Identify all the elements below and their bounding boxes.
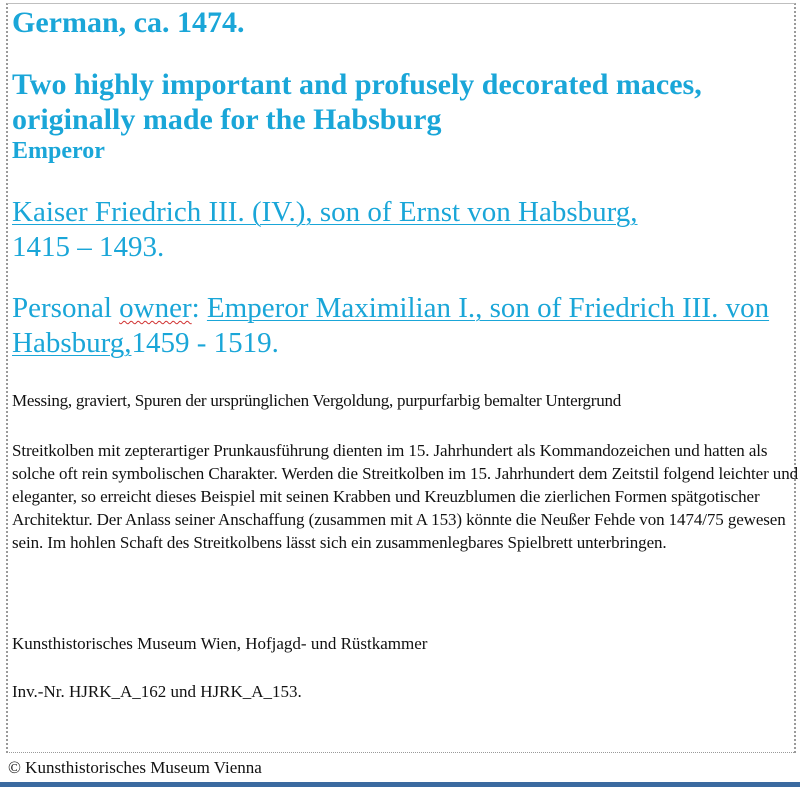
title-tail: Emperor [12, 138, 105, 164]
copyright-credit: © Kunsthistorisches Museum Vienna [8, 758, 262, 777]
kaiser-line [12, 195, 796, 265]
description-paragraph: Streitkolben mit zepterartiger Prunkausführung dienten im 15. Jahrhundert als Kommandozeichen und hatten als solche oft rein symbolischen Charakter. Werden die Streitkolben im 15. Jahrhundert dem Zeitstil folgend leichter und eleganter, so erreicht dieses Beispiel mit seinen Krabben und Kreuzblumen die zierlichen Formen spätgotischer Architektur. Der Anlass seiner Anschaffung (zusammen mit A 153) könnte die Neußer Fehde von 1474/75 gewesen sein. Im hohlen Schaft des Streitkolbens lässt sich ein zusammenlegbares Spielbrett unterbringen. [12, 441, 798, 552]
title-main: Two highly important and profusely decorated maces, originally made for the Habsburg [12, 68, 702, 136]
kaiser-name-link[interactable]: Kaiser Friedrich III. (IV.), son of Ernst von Habsburg, [12, 196, 638, 228]
materials-paragraph: Messing, graviert, Spuren der ursprünglichen Vergoldung, purpurfarbig bemalter Untergrund [12, 391, 621, 410]
owner-label-colon: : [191, 292, 200, 324]
museum-paragraph: Kunsthistorisches Museum Wien, Hofjagd- und Rüstkammer [12, 634, 428, 653]
date-heading: German, ca. 1474. [12, 6, 245, 39]
owner-label-word2: owner [119, 292, 192, 324]
footer-rule [0, 782, 800, 787]
owner-dates: 1459 - 1519. [131, 327, 279, 359]
owner-line [12, 291, 796, 361]
title-heading [12, 67, 796, 165]
owner-name-link[interactable]: Emperor Maximilian I., son of Friedrich III. von Habsburg, [12, 292, 770, 359]
kaiser-dates: 1415 – 1493. [12, 231, 165, 263]
owner-label-word1: Personal [12, 292, 112, 324]
inventory-paragraph: Inv.-Nr. HJRK_A_162 und HJRK_A_153. [12, 682, 302, 701]
